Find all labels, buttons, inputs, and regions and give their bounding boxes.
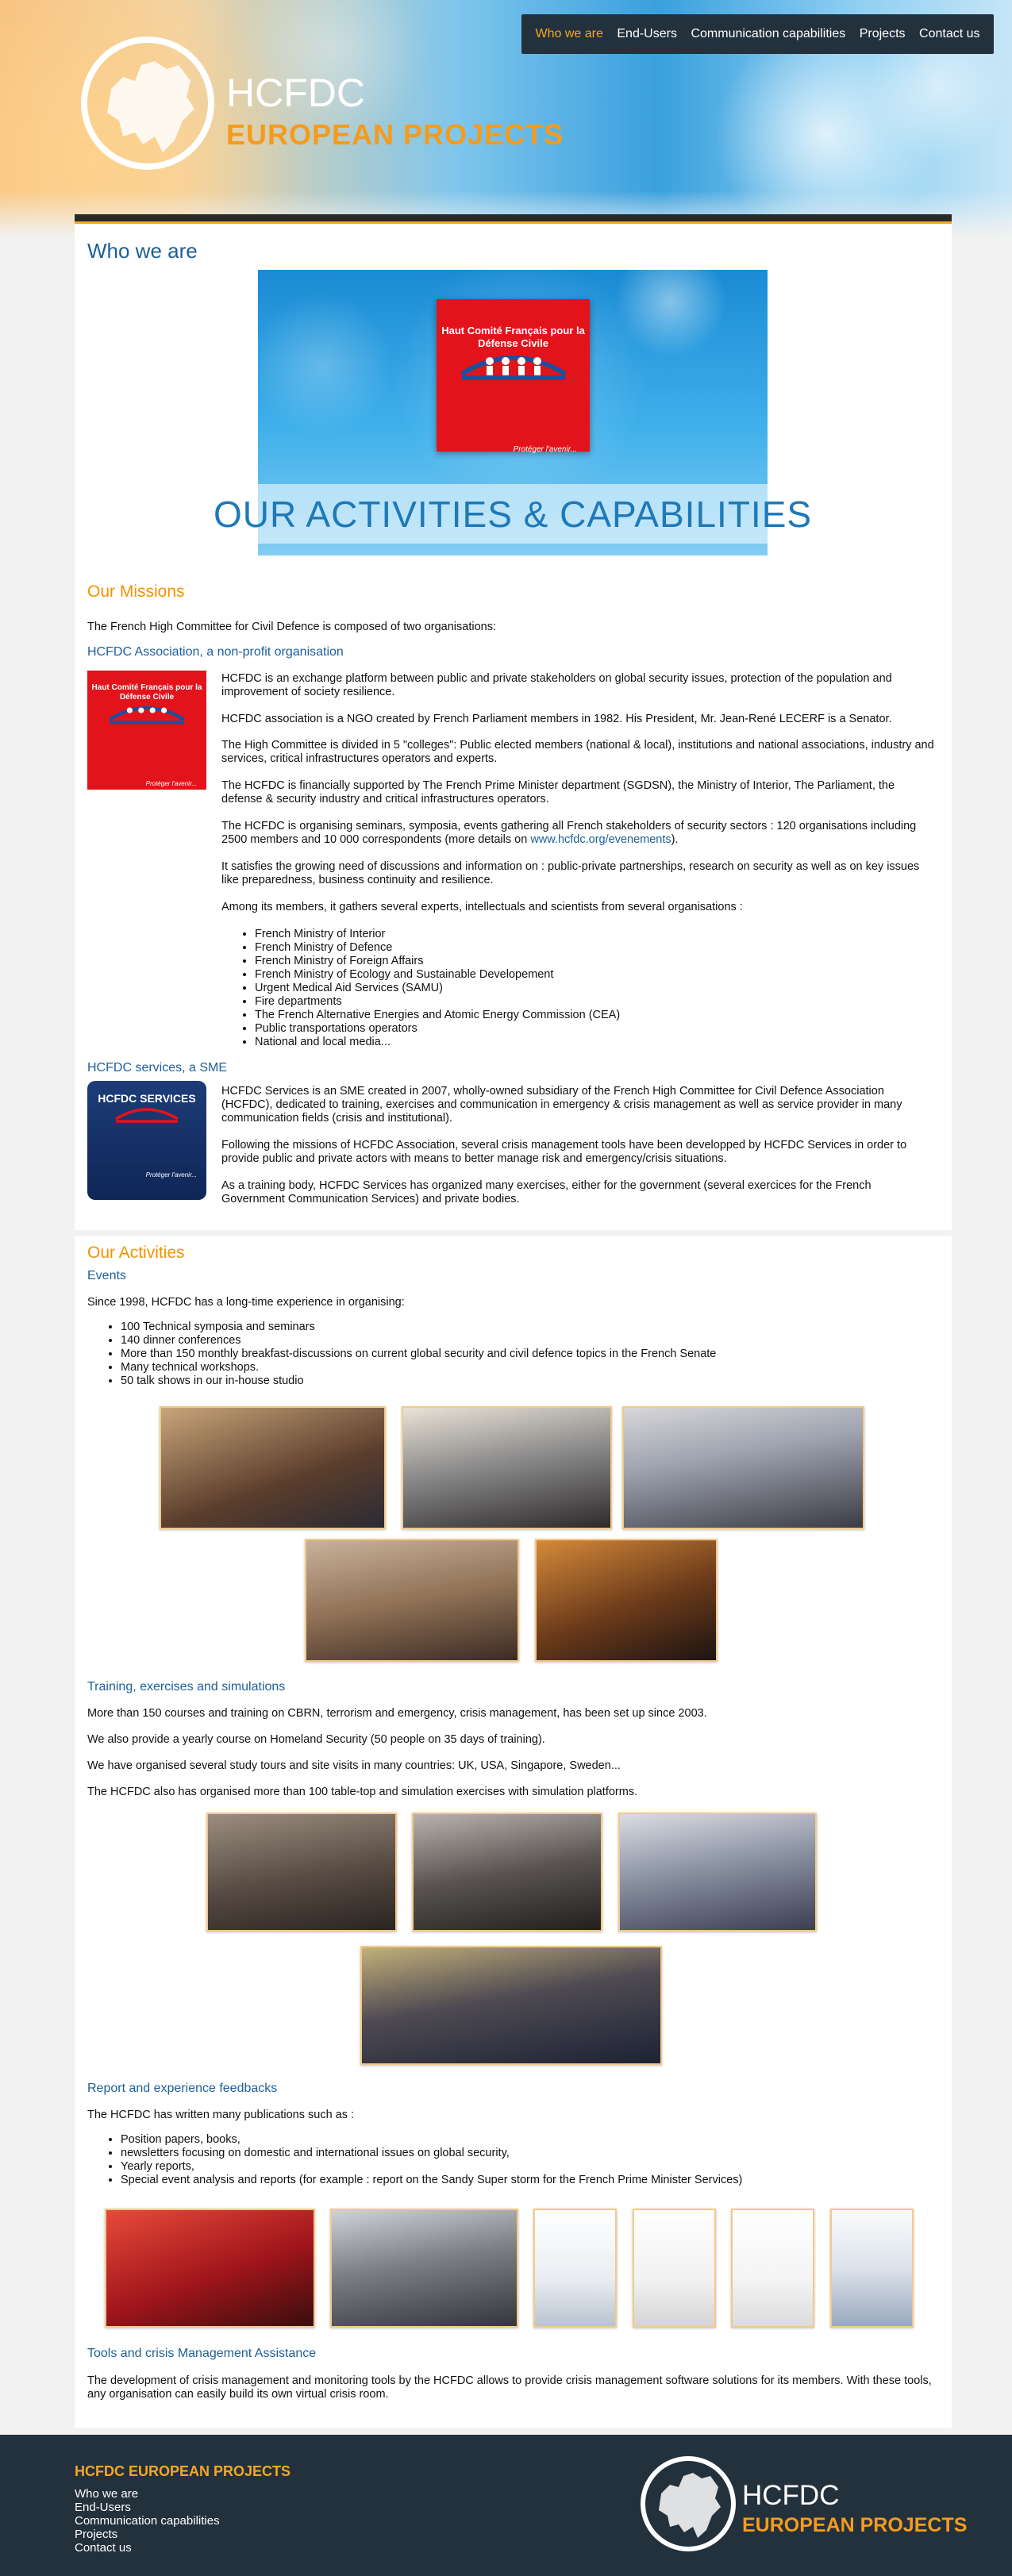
tools-heading: Tools and crisis Management Assistance xyxy=(87,2347,317,2360)
missions-heading: Our Missions xyxy=(87,582,185,601)
list-item: • Public transportations operators xyxy=(255,1022,936,1036)
footer-logo-title: HCFDC xyxy=(742,2480,840,2511)
training-photo-3[interactable] xyxy=(618,1813,817,1932)
association-logo-text: Haut Comité Français pour la Défense Civile xyxy=(91,683,202,702)
footer-link-contact-us[interactable]: Contact us xyxy=(75,2541,132,2555)
list-item: • National and local media... xyxy=(255,1036,936,1049)
events-intro: Since 1998, HCFDC has a long-time experience in organising: xyxy=(87,1296,405,1309)
training-paragraph-1: More than 150 courses and training on CBRN, terrorism and emergency, crisis management, has been set up since 2003. xyxy=(87,1707,707,1720)
sme-logo-title: HCFDC SERVICES xyxy=(98,1092,196,1105)
association-experts-intro: Among its members, it gathers several experts, intellectuals and scientists from several organisations : xyxy=(221,901,743,913)
list-item: • French Ministry of Defence xyxy=(255,941,936,955)
sme-heading: HCFDC services, a SME xyxy=(87,1061,228,1075)
reports-list xyxy=(103,2133,937,2187)
list-item: • 140 dinner conferences xyxy=(121,1334,937,1348)
training-paragraph-2: We also provide a yearly course on Homeland Security (50 people on 35 days of training). xyxy=(87,1733,545,1746)
nav-who-we-are[interactable]: Who we are xyxy=(535,27,603,40)
figures-emblem-icon xyxy=(107,1105,187,1128)
footer-link-who-we-are[interactable]: Who we are xyxy=(75,2487,139,2501)
europe-map-icon xyxy=(659,2473,721,2538)
retex-sandy-photo[interactable] xyxy=(330,2209,518,2328)
association-paragraph-2: HCFDC association is a NGO created by French Parliament members in 1982. His President, Mr. Jean-René LECERF is a Senator. xyxy=(221,713,892,725)
sme-paragraph-3: As a training body, HCFDC Services has organized many exercises, either for the government (several exercices for the French Government Communication Services) and private bodies. xyxy=(221,1179,872,1205)
events-list xyxy=(103,1321,937,1388)
events-link[interactable]: www.hcfdc.org/evenements xyxy=(530,833,671,846)
training-photo-2[interactable] xyxy=(412,1813,602,1932)
nav-end-users[interactable]: End-Users xyxy=(617,27,677,40)
events-photo-4[interactable] xyxy=(305,1539,519,1662)
logo-title: HCFDC xyxy=(226,71,365,115)
list-item: • Many technical workshops. xyxy=(121,1361,937,1375)
footer-navigation xyxy=(75,2487,220,2555)
header xyxy=(0,0,1012,238)
reports-heading: Report and experience feedbacks xyxy=(87,2082,278,2095)
nav-contact-us[interactable]: Contact us xyxy=(919,27,980,40)
footer-logo-subtitle: EUROPEAN PROJECTS xyxy=(742,2514,968,2536)
association-logo xyxy=(87,671,206,790)
banner-logo-text: Haut Comité Français pour la Défense Civile xyxy=(441,325,585,349)
list-item: • The French Alternative Energies and Atomic Energy Commission (CEA) xyxy=(255,1009,936,1022)
sme-paragraph-1: HCFDC Services is an SME created in 2007, wholly-owned subsidiary of the French High Committee for Civil Defence Association (HCFDC), dedicated to training, exercises and communication in emergency & crisis management as well as service provider in many communication fields (crisis and institutional). xyxy=(221,1085,902,1125)
site-logo[interactable] xyxy=(79,33,564,176)
association-paragraph-4: The HCFDC is financially supported by The French Prime Minister department (SGDSN), the Ministry of Interior, The Parliament, the defense & security industry and critical infrastructures operators. xyxy=(221,779,895,805)
hcfdc-red-logo xyxy=(437,299,590,452)
missions-intro: The French High Committee for Civil Defence is composed of two organisations: xyxy=(87,621,496,633)
who-we-are-section xyxy=(75,214,952,1230)
list-item: • Fire departments xyxy=(255,995,936,1009)
events-heading: Events xyxy=(87,1269,126,1282)
association-paragraph-1: HCFDC is an exchange platform between public and private stakeholders on global security issues, protection of the population and improvement of society resilience. xyxy=(221,672,892,698)
association-needs: It satisfies the growing need of discussions and information on : public-private partnerships, research on security as well as on key issues like preparedness, business continuity and resilience. xyxy=(221,860,920,886)
publication-newsletter[interactable] xyxy=(830,2209,914,2328)
publication-cover-1[interactable] xyxy=(533,2209,617,2328)
list-item: • Urgent Medical Aid Services (SAMU) xyxy=(255,982,936,995)
figures-emblem-icon xyxy=(103,702,190,731)
nav-communication-capabilities[interactable]: Communication capabilities xyxy=(691,27,846,40)
figures-emblem-icon xyxy=(458,350,569,390)
list-item: • 50 talk shows in our in-house studio xyxy=(121,1375,937,1388)
events-photo-1[interactable] xyxy=(160,1406,386,1529)
list-item: • French Ministry of Ecology and Sustainable Developement xyxy=(255,968,936,982)
list-item: • More than 150 monthly breakfast-discussions on current global security and civil defence topics in the French Senate xyxy=(121,1348,937,1361)
training-heading: Training, exercises and simulations xyxy=(87,1680,286,1694)
activities-section xyxy=(75,1236,952,2428)
list-item: • French Ministry of Interior xyxy=(255,928,936,941)
page-title: Who we are xyxy=(87,239,198,263)
footer-logo[interactable] xyxy=(639,2452,968,2555)
hcfdc-services-logo xyxy=(87,1081,206,1200)
banner-logo-motto: Protéger l'avenir... xyxy=(513,445,577,454)
list-item: • newsletters focusing on domestic and international issues on global security, xyxy=(121,2147,937,2160)
list-item: • French Ministry of Foreign Affairs xyxy=(255,955,936,968)
footer-link-projects[interactable]: Projects xyxy=(75,2528,118,2541)
banner-caption: OUR ACTIVITIES & CAPABILITIES xyxy=(258,484,768,544)
footer-link-end-users[interactable]: End-Users xyxy=(75,2501,131,2514)
list-item: • Position papers, books, xyxy=(121,2133,937,2147)
training-photo-4[interactable] xyxy=(360,1946,662,2065)
publication-cover-2[interactable] xyxy=(633,2209,716,2328)
top-navigation xyxy=(521,14,994,54)
list-item: • Special event analysis and reports (for example : report on the Sandy Super storm for the French Prime Minister Services) xyxy=(121,2174,937,2187)
training-paragraph-3: We have organised several study tours and site visits in many countries: UK, USA, Singapore, Sweden... xyxy=(87,1759,621,1772)
events-photo-2[interactable] xyxy=(402,1406,612,1529)
sme-paragraph-2: Following the missions of HCFDC Association, several crisis management tools have been developped by HCFDC Services in order to provide public and private actors with means to better manage risk and emergency/crisis situations. xyxy=(221,1139,907,1165)
publication-cover-3[interactable] xyxy=(731,2209,814,2328)
association-logo-motto: Protéger l'avenir... xyxy=(145,780,197,787)
activities-banner xyxy=(213,270,813,556)
association-paragraph-3: The High Committee is divided in 5 "colleges": Public elected members (national & local), institutions and national associations, industry and services, critical infrastructures operators and experts. xyxy=(221,739,934,765)
sme-logo-motto: Protéger l'avenir... xyxy=(145,1171,197,1178)
list-item: • Yearly reports, xyxy=(121,2160,937,2174)
list-item: • 100 Technical symposia and seminars xyxy=(121,1321,937,1334)
events-photo-3[interactable] xyxy=(622,1406,864,1529)
logo-subtitle: EUROPEAN PROJECTS xyxy=(226,118,564,151)
footer-link-communication-capabilities[interactable]: Communication capabilities xyxy=(75,2514,220,2528)
association-heading: HCFDC Association, a non-profit organisation xyxy=(87,645,344,659)
activities-heading: Our Activities xyxy=(87,1244,185,1262)
members-list xyxy=(237,928,936,1049)
association-seminars: The HCFDC is organising seminars, symposia, events gathering all French stakeholders of security sectors : 120 organisations including 2500 members and 10 000 correspondents (more details on www.hcfdc.org/evenements). xyxy=(221,820,917,846)
training-paragraph-4: The HCFDC also has organised more than 100 table-top and simulation exercises with simulation platforms. xyxy=(87,1786,638,1798)
nav-projects[interactable]: Projects xyxy=(859,27,906,40)
training-photo-1[interactable] xyxy=(206,1813,397,1932)
footer xyxy=(0,2435,1012,2576)
reports-intro: The HCFDC has written many publications such as : xyxy=(87,2109,355,2121)
publication-books-photo[interactable] xyxy=(105,2209,315,2328)
events-photo-5[interactable] xyxy=(535,1539,718,1662)
europe-map-icon xyxy=(107,61,194,152)
footer-title: HCFDC EUROPEAN PROJECTS xyxy=(75,2463,291,2479)
tools-text: The development of crisis management and monitoring tools by the HCFDC allows to provide crisis management software solutions for its members. With these tools, any organisation can easily build its own virtual crisis room. xyxy=(87,2374,932,2401)
